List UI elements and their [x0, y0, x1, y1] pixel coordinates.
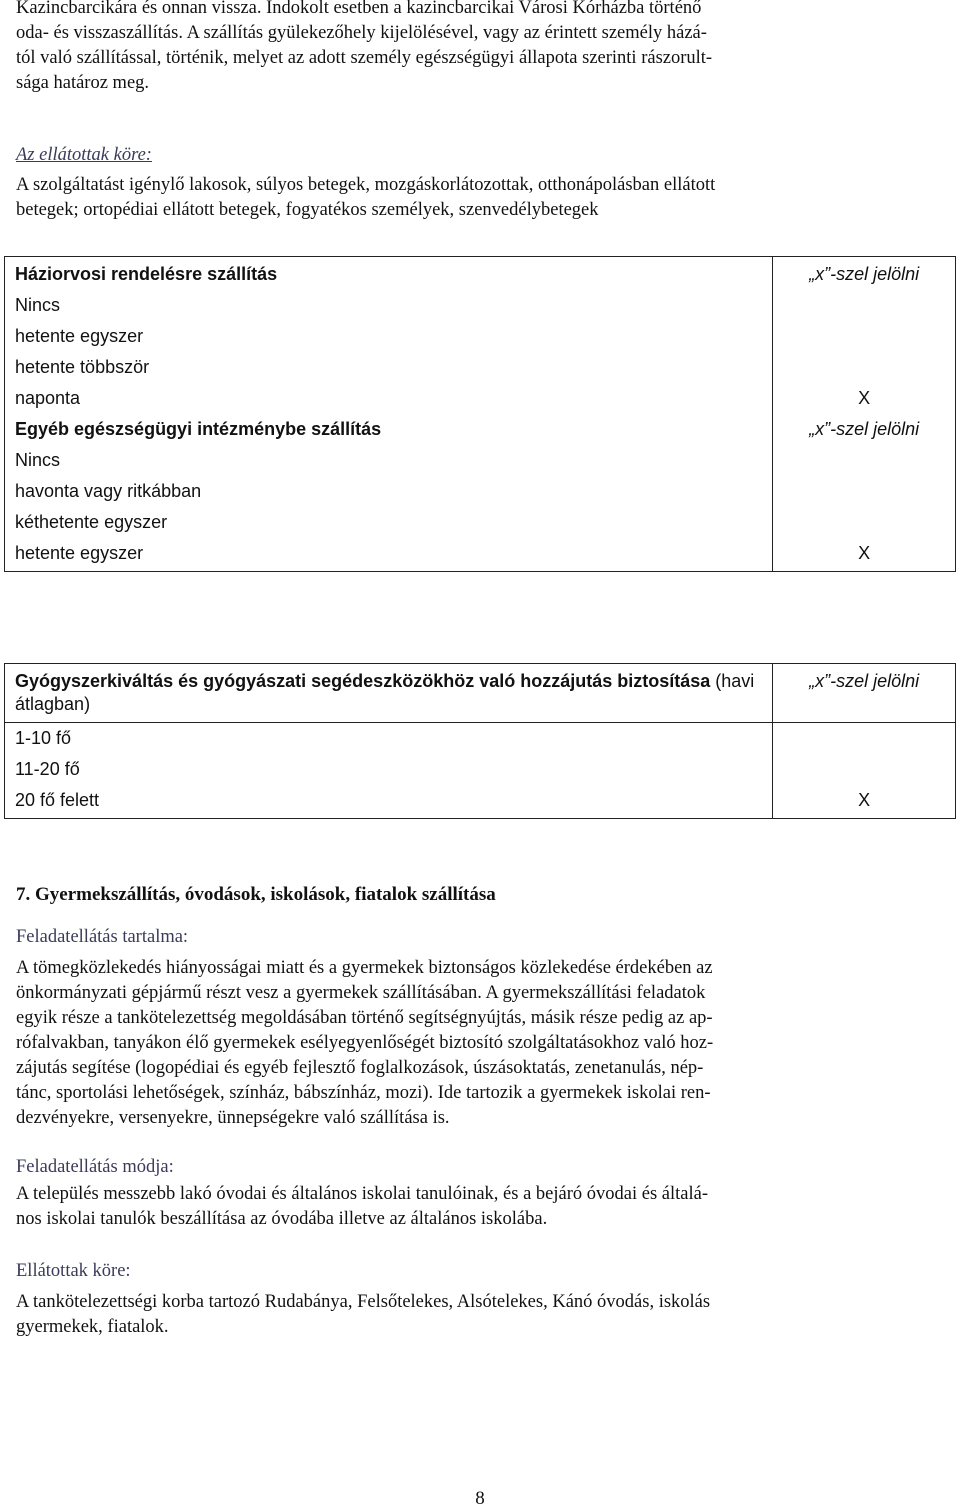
text-line: zájutás segítése (logopédiai és egyéb fejlesztő foglalkozások, úszásoktatás, zenetanulás, nép- [16, 1058, 704, 1078]
text-line: A szolgáltatást igénylő lakosok, súlyos betegek, mozgáskorlátozottak, otthonápolásban ellátott [16, 175, 716, 195]
table-cell [773, 664, 956, 723]
text-line: dezvényekre, versenyekre, ünnepségekre való szállítása is. [16, 1108, 450, 1128]
mark-cell [783, 754, 945, 785]
text-line: önkormányzati gépjármű részt vesz a gyermekek szállításában. A gyermekszállítási feladatok [16, 983, 706, 1003]
table-cell [5, 257, 773, 572]
text-line: rófalvakban, tanyákon élő gyermekek esélyegyenlőségét biztosító szolgáltatásokhoz való hoz- [16, 1033, 714, 1053]
text-line: gyermekek, fiatalok. [16, 1317, 169, 1337]
text-line: Kazincbarcikára és onnan vissza. Indokolt esetben a kazincbarcikai Városi Kórházba történő [16, 0, 702, 18]
page-number: 8 [475, 1488, 485, 1509]
option-label: Nincs [15, 295, 61, 315]
mark-column [773, 723, 956, 819]
intro-paragraph [16, 0, 952, 96]
mark-column [773, 257, 956, 572]
medication-table [4, 663, 956, 819]
mark-cell: X [858, 388, 871, 408]
mark-header: „x”-szel jelölni [809, 671, 920, 691]
mark-cell [783, 290, 945, 321]
mark-cell: X [858, 543, 871, 563]
option-label: kéthetente egyszer [15, 512, 168, 532]
text-line: A település messzebb lakó óvodai és általános iskolai tanulóinak, és a bejáró óvodai és általá- [16, 1184, 708, 1204]
option-label: 20 fő felett [15, 790, 100, 810]
section-7-heading: 7. Gyermekszállítás, óvodások, iskolások, fiatalok szállítása [16, 884, 496, 905]
mark-cell [783, 476, 945, 507]
option-label: hetente egyszer [15, 543, 144, 563]
method-paragraph [16, 1182, 952, 1232]
served-section [16, 143, 952, 223]
group-title-gp: Háziorvosi rendelésre szállítás [15, 264, 278, 284]
option-label: Nincs [15, 450, 61, 470]
option-label: naponta [15, 388, 81, 408]
medication-title [15, 670, 762, 716]
option-label: 11-20 fő [15, 759, 80, 779]
text-line: sága határoz meg. [16, 73, 150, 93]
mark-cell [783, 321, 945, 352]
task-paragraph [16, 956, 952, 1131]
served-paragraph-7 [16, 1290, 952, 1340]
mark-header: „x”-szel jelölni [809, 264, 920, 284]
text-line: oda- és visszaszállítás. A szállítás gyülekezőhely kijelölésével, vagy az érintett személy házá- [16, 23, 707, 43]
option-label: hetente egyszer [15, 326, 144, 346]
text-line: A tankötelezettségi korba tartozó Rudabánya, Felsőtelekes, Alsótelekes, Kánó óvodás, iskolás [16, 1292, 711, 1312]
transport-frequency-table [4, 256, 956, 572]
section-7 [16, 884, 952, 1340]
text-line: betegek; ortopédiai ellátott betegek, fogyatékos személyek, szenvedélybetegek [16, 200, 599, 220]
task-heading: Feladatellátás tartalma: [16, 927, 189, 947]
medication-title-bold: Gyógyszerkiváltás és gyógyászati segédeszközökhöz való hozzájutás biztosítása [15, 671, 711, 691]
mark-cell [783, 507, 945, 538]
mark-header: „x”-szel jelölni [809, 419, 920, 439]
text-line: tánc, sportolási lehetőségek, színház, bábszínház, mozi). Ide tartozik a gyermekek iskolai ren- [16, 1083, 711, 1103]
option-label: 1-10 fő [15, 728, 72, 748]
mark-cell [783, 352, 945, 383]
served-paragraph [16, 173, 952, 223]
mark-cell [783, 723, 945, 754]
method-heading: Feladatellátás módja: [16, 1157, 174, 1177]
text-line: nos iskolai tanulók beszállítása az óvodába illetve az általános iskolába. [16, 1209, 548, 1229]
medication-title-rest: (havi átlagban) [15, 671, 755, 714]
text-line: egyik része a tankötelezettség megoldásában történő segítségnyújtás, másik része pedig az ap- [16, 1008, 713, 1028]
table-cell [5, 664, 773, 723]
text-line: tól való szállítással, történik, melyet az adott személy egészségügyi állapota szerinti rászorult- [16, 48, 713, 68]
group-title-other: Egyéb egészségügyi intézménybe szállítás [15, 419, 382, 439]
text-line: A tömegközlekedés hiányosságai miatt és a gyermekek biztonságos közlekedése érdekében az [16, 958, 713, 978]
mark-cell: X [858, 790, 871, 810]
served-heading-7: Ellátottak köre: [16, 1261, 131, 1281]
mark-cell [783, 445, 945, 476]
option-label: havonta vagy ritkábban [15, 481, 202, 501]
served-heading: Az ellátottak köre: [16, 145, 152, 165]
table-cell [5, 723, 773, 819]
option-label: hetente többször [15, 357, 150, 377]
